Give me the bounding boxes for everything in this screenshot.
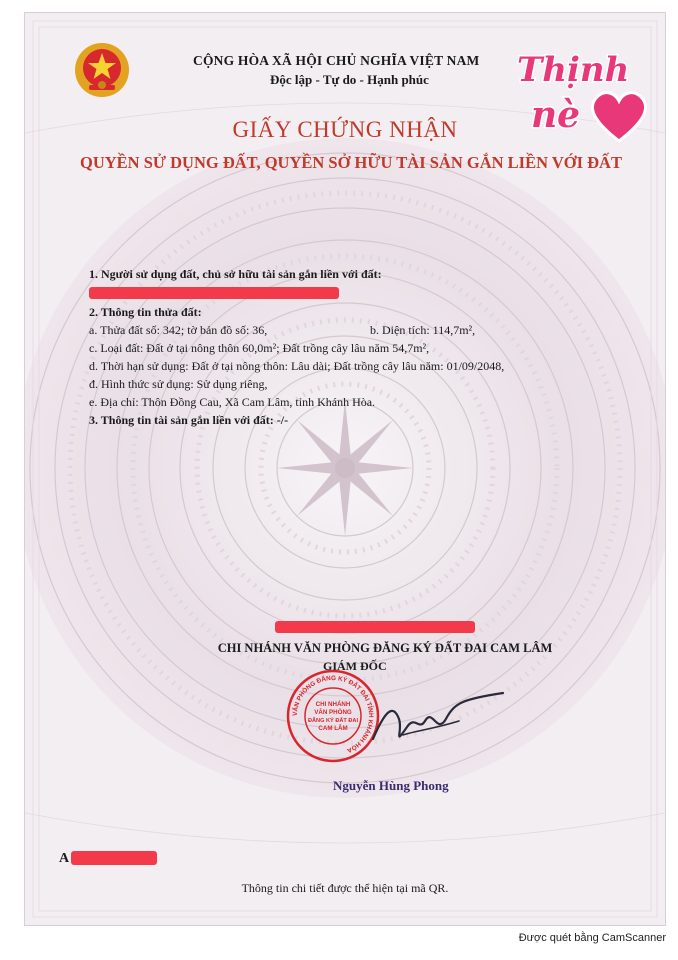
thinh-ne-logo (509, 41, 659, 151)
stamp-line-3: ĐĂNG KÝ ĐẤT ĐAI (307, 718, 359, 724)
national-motto: Độc lập - Tự do - Hạnh phúc (270, 72, 429, 87)
country-name: CỘNG HÒA XÃ HỘI CHỦ NGHĨA VIỆT NAM (193, 53, 480, 68)
certificate-sheet (24, 12, 666, 926)
handwritten-signature (363, 691, 513, 761)
stamp-line-4: CAM LÂM (318, 725, 348, 732)
section-1-heading: 1. Người sử dụng đất, chủ sở hữu tài sản gắn liền với đất: (89, 267, 382, 281)
redaction-serial (71, 851, 157, 865)
logo-word-2: nè (531, 94, 581, 136)
logo-word-1: Thịnh (517, 50, 630, 90)
signer-role: GIÁM ĐỐC (323, 659, 387, 673)
land-type: c. Loại đất: Đất ở tại nông thôn 60,0m²; Đất trồng cây lâu năm 54,7m², (89, 341, 430, 355)
heart-icon (592, 93, 645, 141)
parcel-area: b. Diện tích: 114,7m², (370, 323, 476, 337)
redaction-date (275, 621, 475, 633)
camscanner-watermark: Được quét bằng CamScanner (518, 932, 666, 944)
redaction-owner (89, 287, 339, 299)
signer-name: Nguyễn Hùng Phong (333, 778, 449, 793)
usage-form: đ. Hình thức sử dụng: Sử dụng riêng, (89, 377, 268, 391)
issuing-office: CHI NHÁNH VĂN PHÒNG ĐĂNG KÝ ĐẤT ĐAI CAM LÂM (217, 641, 553, 655)
section-2-heading: 2. Thông tin thửa đất: (89, 305, 202, 319)
parcel-address: e. Địa chỉ: Thôn Đồng Cau, Xã Cam Lâm, tỉnh Khánh Hòa. (89, 395, 376, 409)
parcel-number: a. Thửa đất số: 342; tờ bản đồ số: 36, (89, 323, 268, 337)
serial-prefix: A (59, 851, 70, 866)
stamp-line-1: CHI NHÁNH (315, 701, 351, 708)
section-3-heading: 3. Thông tin tài sản gắn liền với đất: -/- (89, 413, 289, 427)
certificate-subtitle: QUYỀN SỬ DỤNG ĐẤT, QUYỀN SỞ HỮU TÀI SẢN GẮN LIỀN VỚI ĐẤT (80, 153, 622, 172)
certificate-title: GIẤY CHỨNG NHẬN (232, 117, 458, 142)
stamp-ring-text: VĂN PHÒNG ĐĂNG KÝ ĐẤT ĐAI TỈNH KHÁNH HÒA (291, 674, 375, 754)
qr-note: Thông tin chi tiết được thể hiện tại mã QR. (241, 881, 449, 895)
usage-term: d. Thời hạn sử dụng: Đất ở tại nông thôn: Lâu dài; Đất trồng cây lâu năm: 01/09/2048, (89, 359, 505, 373)
stamp-line-2: VĂN PHÒNG (314, 709, 352, 716)
national-emblem-icon (73, 41, 131, 99)
